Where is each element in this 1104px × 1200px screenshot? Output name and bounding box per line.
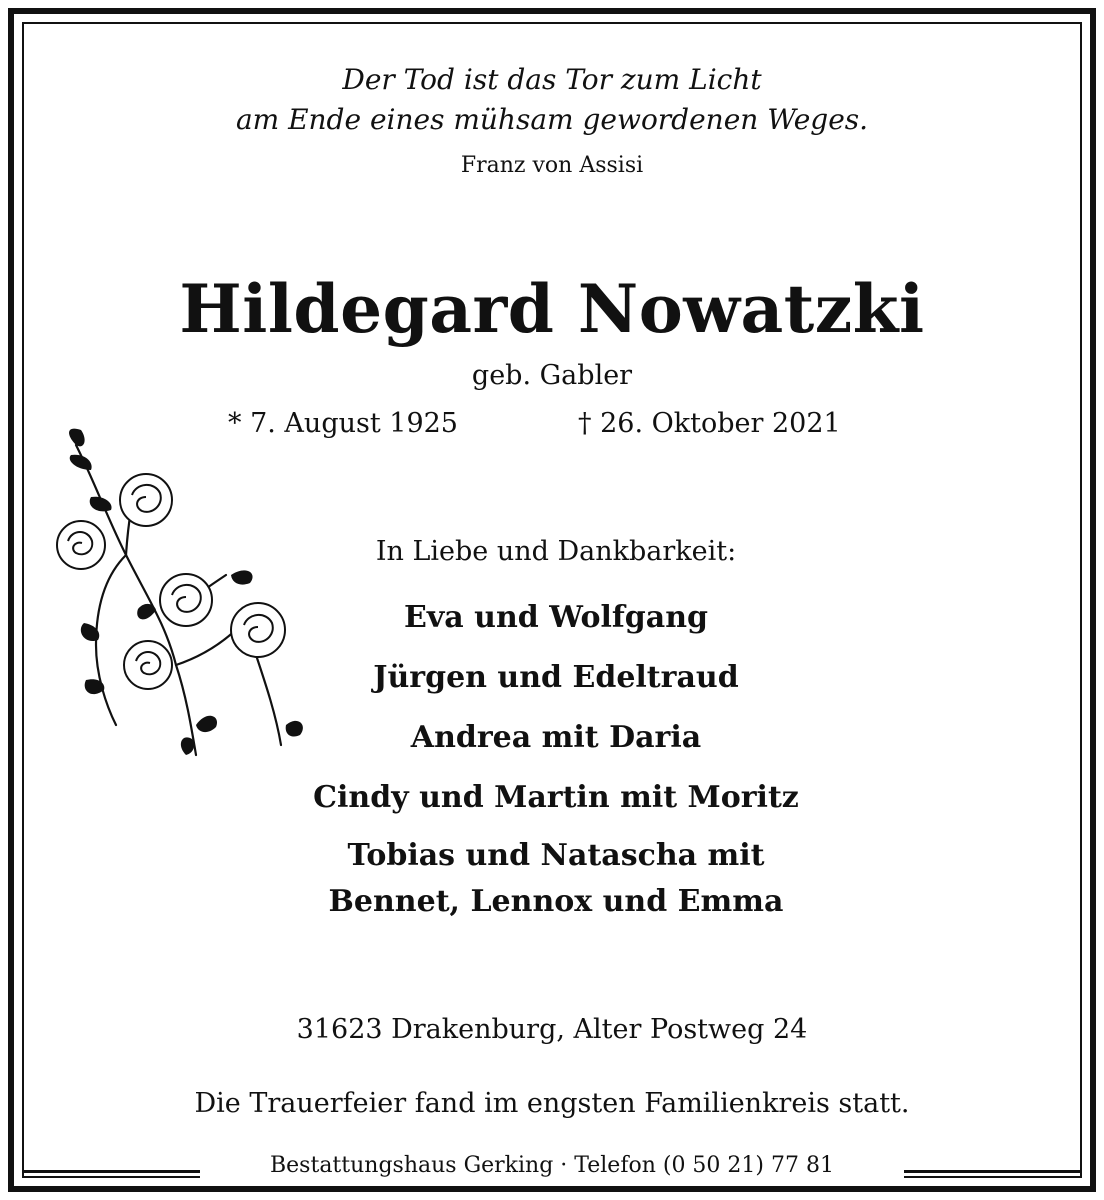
- mourner-name: Cindy und Martin mit Moritz: [313, 780, 799, 815]
- service-note: Die Trauerfeier fand im engsten Familienkreis statt.: [194, 1088, 910, 1119]
- mourner-name: Andrea mit Daria: [410, 720, 702, 755]
- rose-branch-icon: [36, 425, 316, 765]
- mourner-name: Tobias und Natascha mit: [347, 838, 765, 873]
- funeral-home-footer: [200, 1153, 904, 1178]
- mourner-name: Eva und Wolfgang: [404, 600, 708, 635]
- quote-author: Franz von Assisi: [460, 153, 644, 178]
- mourner-name: Jürgen und Edeltraud: [373, 660, 739, 695]
- quote-line-2: am Ende eines mühsam gewordenen Weges.: [235, 103, 869, 136]
- quote-line-1: Der Tod ist das Tor zum Licht: [342, 63, 762, 96]
- footer-label: Bestattungshaus Gerking · Telefon (0 50 21) 77 81: [256, 1153, 848, 1178]
- address: 31623 Drakenburg, Alter Postweg 24: [296, 1014, 808, 1045]
- death-date: † 26. Oktober 2021: [578, 408, 841, 439]
- dedication-line: In Liebe und Dankbarkeit:: [375, 536, 737, 567]
- deceased-name: Hildegard Nowatzki: [179, 270, 925, 348]
- birth-date: * 7. August 1925: [228, 408, 458, 439]
- maiden-name: geb. Gabler: [471, 360, 633, 391]
- mourner-name: Bennet, Lennox und Emma: [328, 884, 784, 919]
